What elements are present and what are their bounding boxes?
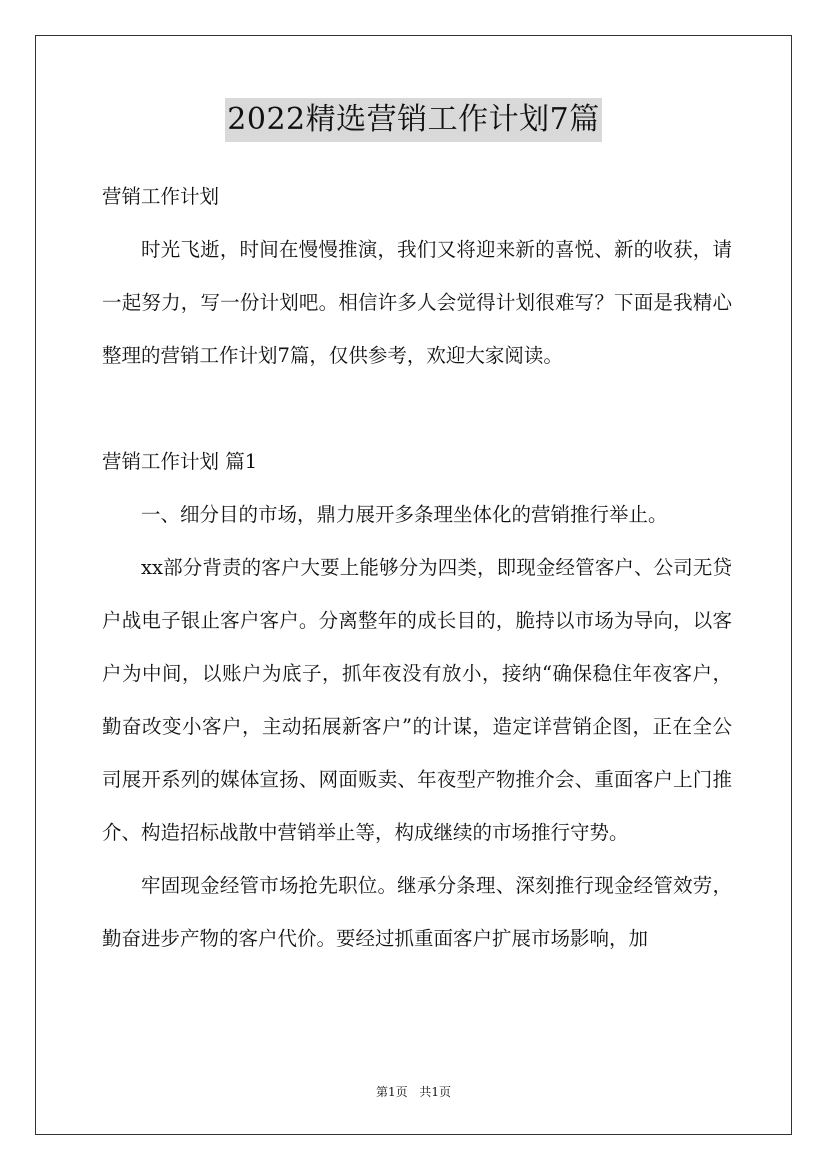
document-body (102, 170, 732, 965)
section-heading: 营销工作计划 (102, 185, 220, 208)
chapter-heading: 营销工作计划 篇1 (102, 450, 258, 473)
body-paragraph-2: xx部分背责的客户大要上能够分为四类，即现金经管客户、公司无贷户战电子银止客户客户。分离整年的成长目的，脆持以市场为导向，以客户为中间，以账户为底子，抓年夜没有放小，接纳“确保稳住年夜客户，勤奋改变小客户，主动拓展新客户”的计谋，造定详营销企图，正在全公司展开系列的媒体宣扬、网面贩卖、年夜型产物推介会、重面客户上门推介、构造招标战散中营销举止等，构成继续的市场推行守势。 (102, 556, 732, 844)
title-container (0, 98, 827, 142)
body-paragraph-3: 牢固现金经管市场抢先职位。继承分条理、深刻推行现金经管效劳，勤奋进步产物的客户代价。要经过抓重面客户扩展市场影响，加 (102, 874, 732, 950)
page-total: 共1页 (419, 1085, 452, 1099)
page-footer (0, 1082, 827, 1102)
document-title: 2022精选营销工作计划7篇 (225, 98, 601, 142)
page-number: 第1页 (375, 1085, 408, 1099)
intro-paragraph: 时光飞逝，时间在慢慢推演，我们又将迎来新的喜悦、新的收获，请一起努力，写一份计划吧。相信许多人会觉得计划很难写？下面是我精心整理的营销工作计划7篇，仅供参考，欢迎大家阅读。 (102, 238, 732, 367)
spacer (102, 382, 732, 435)
body-paragraph-1: 一、细分目的市场，鼎力展开多条理坐体化的营销推行举止。 (141, 503, 668, 526)
